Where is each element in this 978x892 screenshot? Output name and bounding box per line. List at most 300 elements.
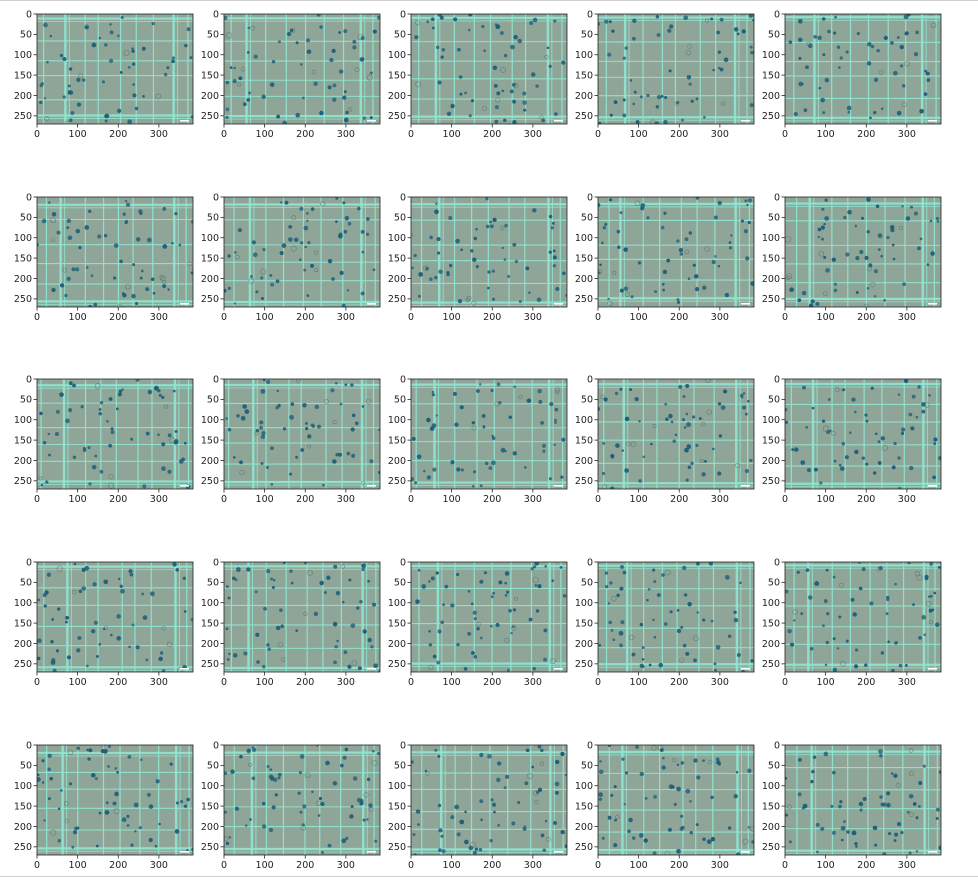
cell (602, 837, 605, 840)
cell (470, 249, 473, 252)
x-tick-label: 300 (523, 312, 542, 323)
cell (333, 781, 337, 785)
cell (436, 237, 440, 241)
cell (276, 115, 280, 119)
cell (434, 749, 437, 752)
x-tick-label: 200 (857, 494, 876, 505)
cell (299, 258, 302, 261)
cell (175, 829, 180, 834)
cell (473, 611, 477, 615)
cell (487, 287, 490, 290)
cell (886, 791, 890, 795)
cell (113, 276, 116, 279)
cell (479, 580, 483, 584)
cell (846, 50, 849, 53)
cell (625, 771, 628, 774)
cell (664, 622, 668, 626)
cell (351, 805, 354, 808)
cell (492, 592, 495, 595)
cell (487, 754, 492, 759)
x-tick-label: 200 (296, 494, 315, 505)
scale-bar (367, 668, 376, 670)
cell (322, 484, 325, 487)
cell (661, 226, 665, 230)
cell (50, 35, 52, 37)
cell (891, 772, 893, 774)
cell (479, 753, 483, 757)
cell (350, 623, 355, 628)
cell (847, 210, 852, 215)
cell (417, 823, 420, 826)
y-tick-label: 50 (19, 577, 32, 589)
cell (818, 87, 821, 90)
cell (276, 626, 280, 630)
cell (619, 643, 623, 647)
cell (88, 748, 92, 752)
cell (685, 789, 690, 794)
cell (121, 16, 124, 19)
cell (81, 586, 86, 591)
y-tick-label: 200 (574, 90, 593, 102)
subplot-17 (200, 557, 384, 709)
cell (832, 258, 836, 262)
cell (262, 95, 266, 99)
cell (909, 466, 913, 470)
microscope-image (36, 197, 195, 309)
cell (554, 421, 557, 424)
cell (161, 396, 164, 399)
cell (495, 120, 499, 124)
image-background (224, 379, 380, 489)
cell (609, 20, 612, 23)
cell (640, 772, 644, 776)
cell (642, 665, 645, 668)
cell (184, 805, 187, 808)
cell (437, 252, 440, 255)
cell (628, 818, 633, 823)
cell (598, 792, 603, 797)
cell (435, 203, 437, 205)
y-tick-label: 250 (761, 659, 780, 671)
cell (60, 283, 64, 287)
y-tick-label: 100 (574, 598, 593, 610)
x-tick-label: 100 (255, 494, 274, 505)
cell (233, 653, 238, 658)
cell (347, 665, 351, 669)
cell (81, 405, 84, 408)
cell (892, 244, 895, 247)
cell (289, 569, 292, 572)
y-tick-label: 200 (574, 821, 593, 833)
cell (750, 46, 753, 49)
cell (326, 576, 330, 580)
x-tick-label: 100 (68, 312, 87, 323)
x-tick-label: 100 (68, 860, 87, 871)
y-tick-label: 200 (13, 638, 32, 650)
cell (653, 580, 656, 583)
y-tick-label: 50 (580, 212, 593, 224)
cell (914, 52, 918, 56)
cell (812, 407, 815, 410)
cell (175, 430, 178, 433)
cell (344, 383, 347, 386)
cell (669, 784, 674, 789)
cell (854, 664, 858, 668)
cell (917, 246, 921, 250)
cell (76, 78, 80, 82)
cell (912, 603, 915, 606)
cell (744, 199, 747, 202)
cell (39, 412, 43, 416)
cell (847, 111, 850, 114)
cell (553, 20, 556, 23)
cell (130, 573, 134, 577)
cell (649, 664, 652, 667)
cell (132, 62, 135, 65)
x-tick-label: 100 (816, 677, 835, 688)
cell (639, 833, 644, 838)
x-tick-label: 0 (33, 312, 41, 323)
x-tick-label: 200 (483, 677, 502, 688)
cell (841, 839, 844, 842)
cell (505, 571, 510, 576)
cell (685, 384, 689, 388)
y-tick-label: 0 (212, 192, 219, 204)
microscope-image (224, 744, 380, 855)
cell (52, 212, 56, 216)
cell (428, 630, 431, 633)
cell (823, 223, 825, 225)
cell (806, 568, 810, 572)
y-tick-label: 200 (200, 455, 219, 467)
subplot-18 (387, 557, 571, 709)
cell (717, 471, 721, 475)
cell (730, 234, 732, 236)
y-tick-label: 0 (399, 557, 406, 569)
y-tick-label: 100 (200, 598, 219, 610)
cell (632, 37, 636, 41)
x-tick-label: 100 (629, 494, 648, 505)
cell (798, 82, 803, 87)
cell (833, 668, 838, 673)
cell (928, 394, 931, 397)
cell (44, 604, 47, 607)
cell (319, 797, 322, 800)
cell (252, 776, 256, 780)
cell (840, 56, 843, 59)
cell (72, 384, 76, 388)
x-tick-label: 100 (629, 312, 648, 323)
cell (869, 117, 871, 119)
cell (746, 204, 748, 206)
cell (476, 627, 479, 630)
cell (464, 810, 467, 813)
cell (929, 562, 932, 565)
cell (464, 91, 467, 94)
cell (841, 442, 845, 446)
cell (683, 395, 686, 398)
cell (711, 837, 715, 841)
cell (902, 84, 905, 87)
cell (646, 94, 649, 97)
cell (789, 40, 793, 44)
cell (718, 67, 721, 70)
cell (797, 571, 800, 574)
subplot-10 (761, 192, 945, 344)
scale-bar (741, 120, 750, 122)
microscope-image (410, 745, 568, 856)
x-tick-label: 100 (255, 312, 274, 323)
cell (693, 659, 697, 663)
cell (105, 810, 110, 815)
cell (442, 603, 445, 606)
cell (100, 401, 103, 404)
cell (75, 267, 79, 271)
cell (105, 120, 108, 123)
cell (551, 226, 554, 229)
cell (256, 660, 260, 664)
y-tick-label: 100 (574, 415, 593, 427)
cell (614, 819, 617, 822)
cell (304, 561, 308, 565)
cell (531, 72, 536, 77)
cell (79, 590, 83, 594)
cell (599, 760, 602, 763)
y-tick-label: 200 (200, 821, 219, 833)
cell (524, 781, 528, 785)
cell (302, 96, 305, 99)
cell (64, 294, 67, 297)
cell (932, 476, 936, 480)
cell (190, 56, 193, 59)
cell (426, 418, 431, 423)
cell (449, 264, 452, 267)
cell (748, 198, 752, 202)
cell (339, 69, 343, 73)
cell (230, 66, 233, 69)
cell (104, 43, 107, 46)
cell (714, 662, 717, 665)
x-tick-label: 300 (336, 312, 355, 323)
subplot-8 (387, 192, 571, 344)
microscope-image (785, 745, 943, 856)
cell (664, 96, 667, 99)
cell (834, 16, 837, 19)
y-tick-label: 200 (387, 90, 406, 102)
cell (552, 222, 555, 225)
cell (555, 782, 560, 787)
cell (60, 54, 63, 57)
microscope-image (37, 378, 193, 489)
cell (716, 758, 720, 762)
cell (855, 648, 858, 651)
cell (421, 584, 426, 589)
y-tick-label: 250 (761, 842, 780, 854)
cell (619, 631, 624, 636)
y-tick-label: 250 (200, 294, 219, 306)
cell (431, 576, 435, 580)
cell (184, 442, 187, 445)
cell (348, 222, 352, 226)
cell (288, 225, 292, 229)
cell (513, 451, 517, 455)
cell (454, 805, 459, 810)
cell (255, 590, 258, 593)
subplot-2 (200, 9, 384, 161)
cell (507, 669, 510, 672)
cell (454, 422, 458, 426)
cell (432, 27, 435, 30)
x-tick-label: 0 (220, 677, 228, 688)
cell (529, 21, 533, 25)
scale-bar (741, 851, 750, 853)
cell (938, 456, 942, 460)
x-tick-label: 200 (483, 860, 502, 871)
cell (710, 796, 713, 799)
cell (624, 46, 627, 49)
y-tick-label: 100 (200, 50, 219, 62)
cell (236, 414, 240, 418)
cell (686, 413, 689, 416)
cell (689, 800, 692, 803)
cell (716, 31, 720, 35)
cell (141, 270, 144, 273)
cell (729, 246, 732, 249)
cell (906, 216, 911, 221)
cell (436, 661, 440, 665)
cell (106, 420, 108, 422)
cell (76, 746, 80, 750)
cell (432, 393, 435, 396)
cell (533, 18, 538, 23)
cell (348, 579, 351, 582)
cell (912, 395, 916, 399)
cell (704, 460, 707, 463)
cell (880, 255, 883, 258)
cell (640, 95, 643, 98)
cell (100, 470, 104, 474)
cell (663, 212, 666, 215)
cell (540, 421, 544, 425)
cell (97, 234, 101, 238)
y-tick-label: 150 (200, 618, 219, 630)
x-tick-label: 0 (594, 312, 602, 323)
y-tick-label: 0 (25, 192, 32, 204)
cell (272, 805, 276, 809)
cell (798, 758, 802, 762)
y-tick-label: 0 (399, 374, 406, 386)
cell (429, 277, 433, 281)
cell (894, 641, 897, 644)
cell (468, 12, 472, 16)
cell (472, 421, 475, 424)
cell (894, 583, 896, 585)
cell (306, 38, 310, 42)
scale-bar (367, 485, 376, 487)
cell (171, 242, 174, 245)
cell (714, 255, 717, 258)
cell (335, 382, 338, 385)
cell (718, 762, 721, 765)
cell (878, 233, 883, 238)
cell (745, 413, 748, 416)
cell (686, 422, 691, 427)
cell (94, 455, 97, 458)
cell (490, 625, 493, 628)
cell (561, 61, 565, 65)
cell (549, 65, 552, 68)
cell (560, 475, 563, 478)
cell (599, 770, 604, 775)
cell (140, 277, 143, 280)
y-tick-label: 0 (586, 740, 593, 752)
cell (798, 38, 802, 42)
cell (604, 19, 608, 23)
cell (680, 626, 683, 629)
cell (510, 89, 514, 93)
microscope-image (597, 13, 755, 126)
cell (871, 387, 874, 390)
cell (498, 580, 502, 584)
cell (932, 608, 935, 611)
cell (234, 251, 237, 254)
cell (621, 757, 624, 760)
cell (132, 83, 135, 86)
cell (418, 272, 423, 277)
cell (832, 831, 836, 835)
cell (817, 36, 821, 40)
cell (325, 761, 330, 766)
cell (638, 261, 641, 264)
cell (886, 612, 889, 615)
cell (794, 447, 798, 451)
y-tick-label: 250 (387, 659, 406, 671)
cell (602, 472, 605, 475)
cell (710, 17, 713, 20)
x-tick-label: 200 (296, 129, 315, 140)
cell (91, 274, 94, 277)
scale-bar (554, 851, 563, 853)
cell (351, 427, 355, 431)
x-tick-label: 100 (629, 677, 648, 688)
cell (321, 851, 324, 854)
cell (833, 637, 836, 640)
x-tick-label: 0 (781, 312, 789, 323)
cell (610, 486, 614, 490)
cell (127, 119, 132, 124)
cell (632, 836, 635, 839)
cell (851, 598, 855, 602)
cell (492, 270, 495, 273)
cell (37, 774, 40, 777)
cell (259, 426, 263, 430)
cell (862, 456, 865, 459)
cell (856, 291, 859, 294)
y-tick-label: 150 (200, 253, 219, 265)
x-tick-label: 0 (220, 860, 228, 871)
x-tick-label: 0 (33, 129, 41, 140)
cell (608, 602, 610, 604)
cell (302, 403, 307, 408)
cell (168, 433, 172, 437)
cell (798, 792, 802, 796)
cell (822, 111, 825, 114)
cell (340, 271, 344, 275)
cell (361, 291, 365, 295)
cell (536, 609, 539, 612)
cell (699, 417, 702, 420)
cell (685, 652, 689, 656)
